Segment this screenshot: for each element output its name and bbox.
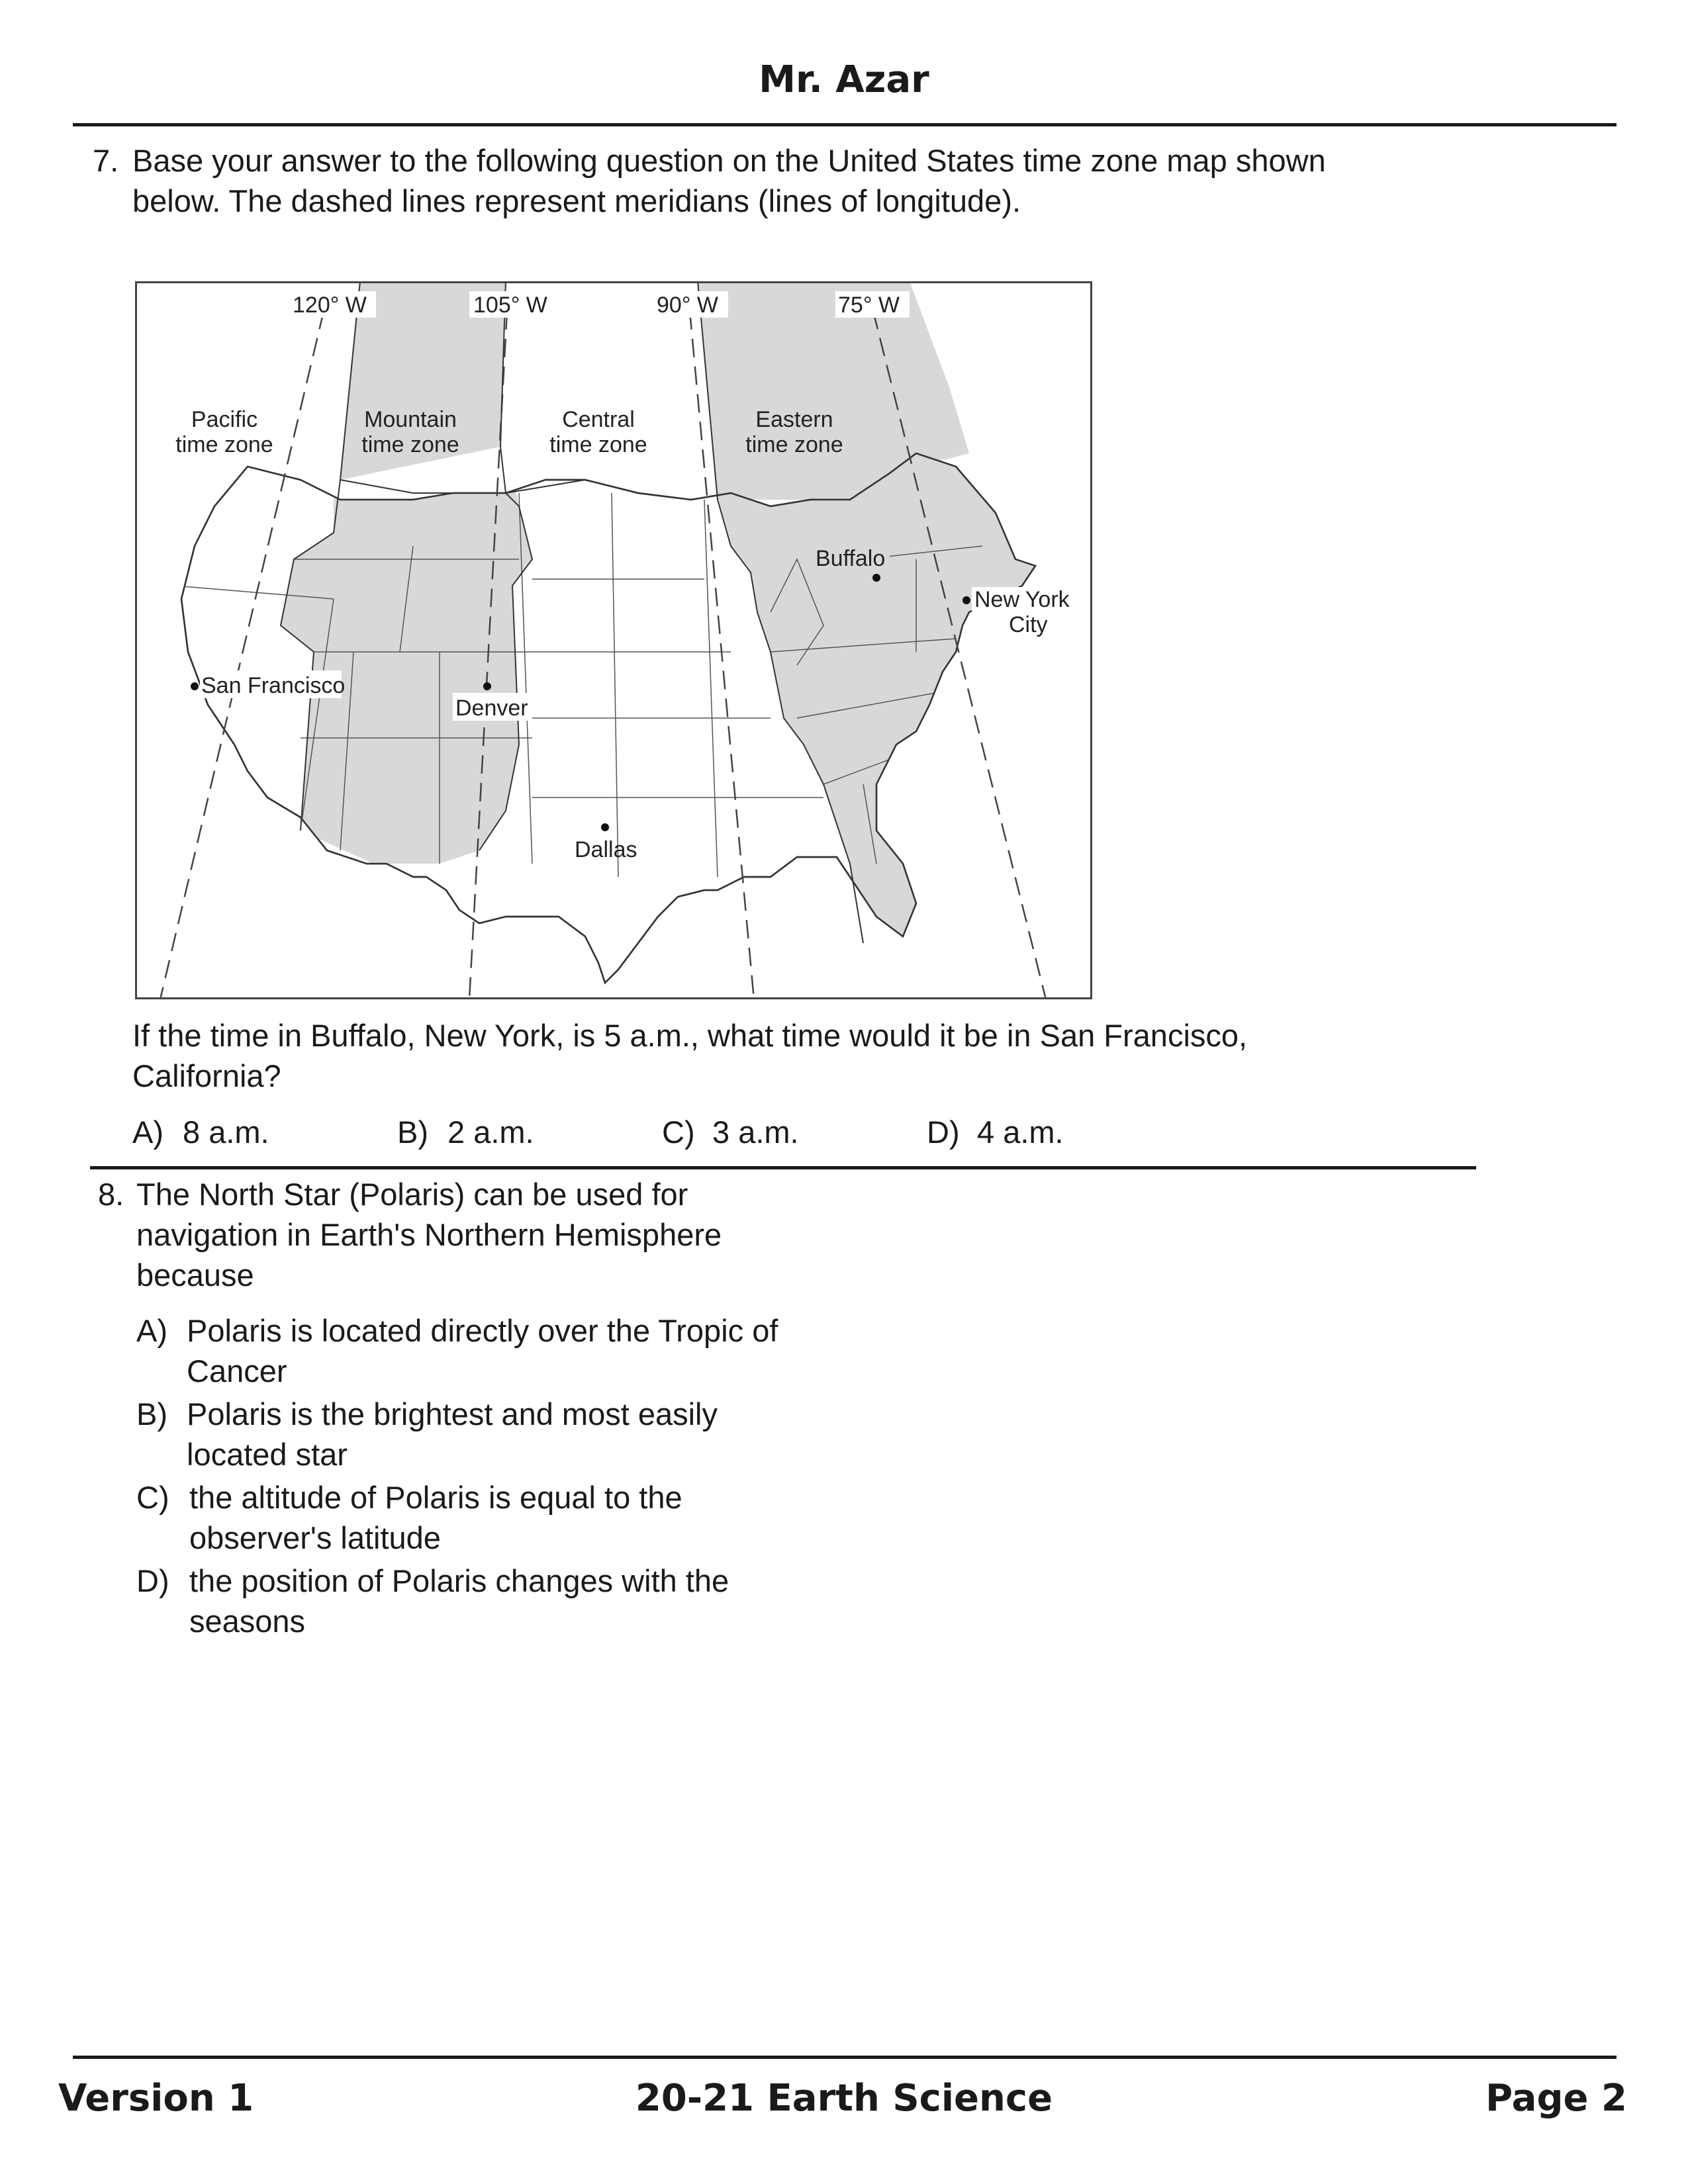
city-label-dallas: Dallas [575, 837, 637, 862]
choice-text: 2 a.m. [447, 1115, 534, 1150]
footer-version: Version 1 [58, 2077, 254, 2120]
denver-dot [483, 682, 491, 690]
meridian-label: 105° W [473, 293, 547, 318]
question-8 [98, 1174, 892, 1300]
choice-letter: C) [136, 1480, 169, 1515]
header-rule [73, 123, 1617, 126]
dallas-dot [601, 823, 609, 831]
meridian-label: 120° W [293, 293, 367, 318]
zone-label-pacific: time zone [175, 432, 273, 457]
question-line: navigation in Earth's Northern Hemisphere [136, 1217, 722, 1252]
question-line: because [136, 1257, 254, 1293]
choice-letter: A) [136, 1313, 167, 1348]
question-separator [90, 1166, 1476, 1169]
choice-text: 8 a.m. [183, 1115, 269, 1150]
choice-text: Cancer [187, 1353, 287, 1388]
footer-course: 20-21 Earth Science [635, 2077, 1053, 2120]
zone-label-central: time zone [549, 432, 647, 457]
city-label-buffalo: Buffalo [816, 546, 886, 571]
choice-text: 3 a.m. [712, 1115, 799, 1150]
zone-label-mountain: Mountain [364, 407, 457, 432]
meridian-label: 90° W [657, 293, 718, 318]
san-francisco-dot [191, 682, 199, 690]
choice-c[interactable] [136, 1477, 931, 1558]
choice-letter: D) [136, 1563, 169, 1598]
question-intro-line: below. The dashed lines represent meridians (lines of longitude). [132, 183, 1021, 218]
city-label-san-francisco: San Francisco [201, 673, 346, 698]
choice-letter: B) [136, 1396, 167, 1432]
prompt-line: If the time in Buffalo, New York, is 5 a.m., what time would it be in San Francisco, [132, 1018, 1248, 1053]
choice-text: observer's latitude [189, 1520, 441, 1555]
city-label-denver: Denver [455, 696, 528, 721]
choice-letter: B) [397, 1115, 428, 1150]
page-title: Mr. Azar [759, 58, 929, 101]
footer-rule [73, 2056, 1617, 2059]
question-number: 8. [98, 1177, 124, 1212]
prompt-line: California? [132, 1058, 281, 1093]
choice-text: the position of Polaris changes with the [189, 1563, 729, 1598]
question-intro-line: Base your answer to the following question on the United States time zone map shown [132, 143, 1326, 178]
question-line: The North Star (Polaris) can be used for [136, 1177, 688, 1212]
buffalo-dot [872, 574, 880, 582]
question-7-prompt [132, 1015, 1456, 1101]
city-label-new-york: City [1009, 612, 1048, 637]
choice-text: Polaris is located directly over the Tropic of [187, 1313, 778, 1348]
zone-label-eastern: Eastern [755, 407, 833, 432]
city-label-new-york: New York [974, 587, 1070, 612]
choice-text: seasons [189, 1604, 306, 1639]
choice-text: 4 a.m. [977, 1115, 1064, 1150]
choice-d[interactable] [927, 1112, 1165, 1152]
choice-letter: D) [927, 1115, 960, 1150]
meridian-label: 75° W [838, 293, 900, 318]
time-zone-map [135, 281, 1092, 999]
choice-a[interactable] [132, 1112, 371, 1152]
question-7 [93, 140, 1483, 226]
choice-b[interactable] [136, 1394, 931, 1475]
choice-letter: C) [662, 1115, 695, 1150]
choice-d[interactable] [136, 1561, 931, 1641]
choice-letter: A) [132, 1115, 164, 1150]
zone-label-pacific: Pacific [191, 407, 258, 432]
choice-text: the altitude of Polaris is equal to the [189, 1480, 682, 1515]
choice-text: Polaris is the brightest and most easily [187, 1396, 718, 1432]
zone-label-eastern: time zone [745, 432, 843, 457]
new-york-dot [962, 596, 970, 604]
footer-page-number: Page 2 [1485, 2077, 1627, 2120]
choice-text: located star [187, 1437, 348, 1472]
zone-label-central: Central [562, 407, 635, 432]
choice-c[interactable] [662, 1112, 900, 1152]
choice-b[interactable] [397, 1112, 635, 1152]
choice-a[interactable] [136, 1310, 931, 1391]
question-number: 7. [93, 143, 119, 178]
zone-label-mountain: time zone [361, 432, 459, 457]
